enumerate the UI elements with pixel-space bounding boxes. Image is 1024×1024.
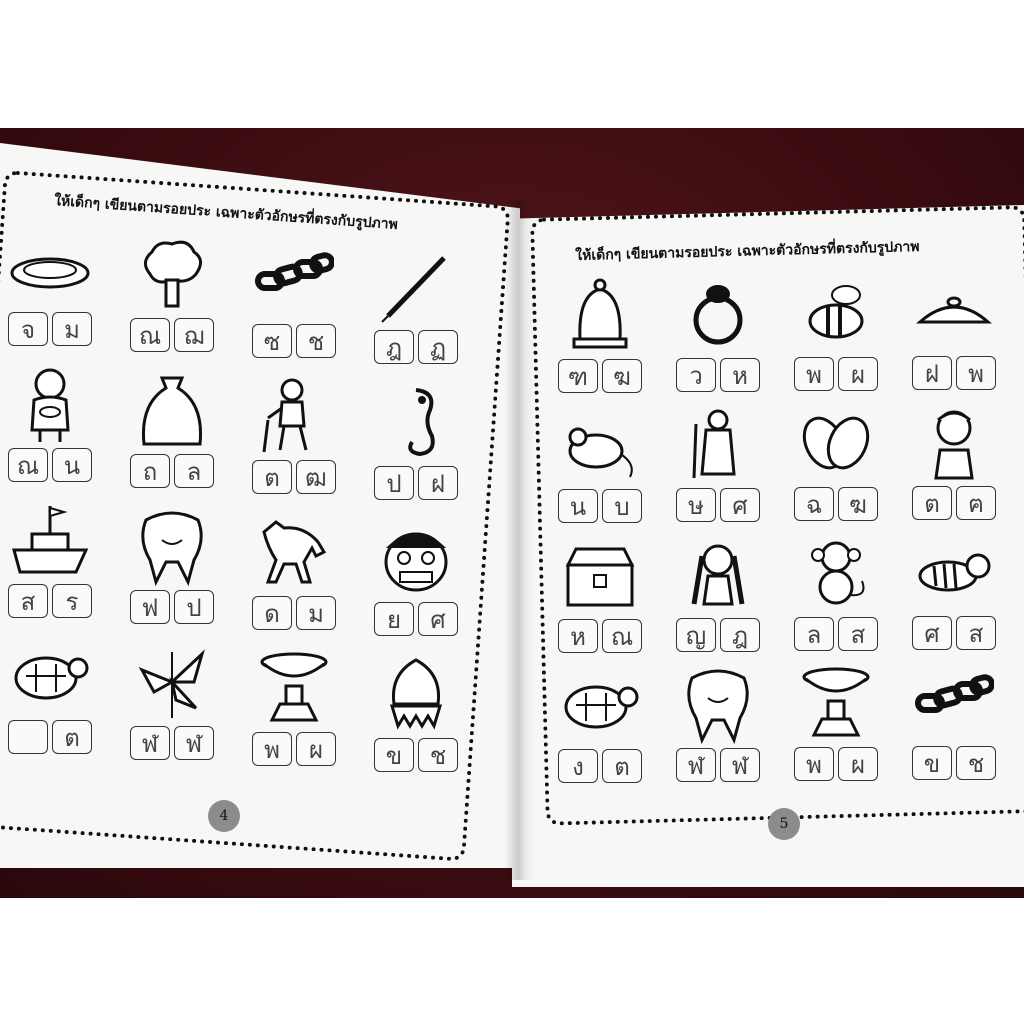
tracing-letter-box[interactable]: ณ bbox=[8, 448, 48, 482]
tracing-letter-box[interactable]: บ bbox=[602, 489, 642, 523]
old-man-icon bbox=[254, 376, 334, 456]
tracing-letter-box[interactable]: ฑ bbox=[558, 359, 598, 393]
pedestal-tray-icon bbox=[796, 663, 876, 743]
seahorse-icon bbox=[376, 382, 456, 462]
letter-choice-pair bbox=[794, 487, 878, 521]
letter-choice-pair bbox=[558, 749, 642, 783]
tracing-letter-box[interactable]: ว bbox=[676, 358, 716, 392]
tracing-letter-box[interactable]: พ bbox=[794, 747, 834, 781]
tracing-letter-box[interactable]: ฬ bbox=[676, 748, 716, 782]
egg-icon bbox=[376, 654, 456, 734]
tracing-letter-box[interactable]: ล bbox=[174, 454, 214, 488]
tracing-letter-box[interactable]: ฉ bbox=[794, 487, 834, 521]
letter-choice-pair bbox=[374, 738, 458, 772]
tracing-letter-box[interactable]: ฝ bbox=[912, 356, 952, 390]
tracing-letter-box[interactable]: ง bbox=[558, 749, 598, 783]
letter-choice-pair bbox=[130, 590, 214, 624]
letter-choice-pair bbox=[794, 617, 878, 651]
letter-choice-pair bbox=[794, 357, 878, 391]
letter-choice-pair bbox=[252, 460, 336, 494]
horse-icon bbox=[254, 512, 334, 592]
tracing-letter-box[interactable]: ถ bbox=[130, 454, 170, 488]
tracing-letter-box[interactable]: ญ bbox=[676, 618, 716, 652]
tracing-letter-box[interactable] bbox=[8, 720, 48, 754]
tracing-letter-box[interactable]: ฌ bbox=[174, 318, 214, 352]
tracing-letter-box[interactable]: ณ bbox=[130, 318, 170, 352]
chain-icon bbox=[254, 240, 334, 320]
letter-choice-pair bbox=[8, 312, 92, 346]
tracing-letter-box[interactable]: ช bbox=[956, 746, 996, 780]
tracing-letter-box[interactable]: ข bbox=[374, 738, 414, 772]
girl-icon bbox=[678, 534, 758, 614]
tracing-letter-box[interactable]: ต bbox=[912, 486, 952, 520]
tracing-letter-box[interactable]: ช bbox=[418, 738, 458, 772]
bell-icon bbox=[560, 275, 640, 355]
tooth-icon bbox=[132, 506, 212, 586]
tracing-letter-box[interactable]: จ bbox=[8, 312, 48, 346]
pen-icon bbox=[376, 246, 456, 326]
tracing-letter-box[interactable]: ฅ bbox=[956, 486, 996, 520]
letter-choice-pair bbox=[912, 616, 996, 650]
letter-choice-pair bbox=[676, 748, 760, 782]
book-gutter-shadow bbox=[505, 200, 535, 880]
tracing-letter-box[interactable]: ย bbox=[374, 602, 414, 636]
tracing-letter-box[interactable]: ช bbox=[296, 324, 336, 358]
tracing-letter-box[interactable]: ป bbox=[374, 466, 414, 500]
tracing-letter-box[interactable]: ด bbox=[252, 596, 292, 630]
chest-icon bbox=[560, 535, 640, 615]
letter-choice-pair bbox=[558, 359, 642, 393]
turtle-icon bbox=[10, 636, 90, 716]
giant-mask-icon bbox=[376, 518, 456, 598]
letter-choice-pair bbox=[912, 486, 996, 520]
tracing-letter-box[interactable]: พ bbox=[794, 357, 834, 391]
tracing-letter-box[interactable]: ต bbox=[602, 749, 642, 783]
ship-icon bbox=[10, 500, 90, 580]
tracing-letter-box[interactable]: ฎ bbox=[374, 330, 414, 364]
letter-choice-pair bbox=[676, 488, 760, 522]
letter-choice-pair bbox=[130, 726, 214, 760]
tracing-letter-box[interactable]: ล bbox=[794, 617, 834, 651]
letter-choice-pair bbox=[252, 596, 336, 630]
tracing-letter-box[interactable]: ร bbox=[52, 584, 92, 618]
ring-icon bbox=[678, 274, 758, 354]
tracing-letter-box[interactable]: ฎ bbox=[720, 618, 760, 652]
tracing-letter-box[interactable]: ษ bbox=[676, 488, 716, 522]
tracing-letter-box[interactable]: ซ bbox=[252, 324, 292, 358]
tracing-letter-box[interactable]: ส bbox=[838, 617, 878, 651]
hermit-icon bbox=[678, 404, 758, 484]
tracing-letter-box[interactable]: ศ bbox=[912, 616, 952, 650]
tracing-letter-box[interactable]: ห bbox=[558, 619, 598, 653]
tracing-letter-box[interactable]: น bbox=[558, 489, 598, 523]
monkey-icon bbox=[796, 533, 876, 613]
cymbals-icon bbox=[796, 403, 876, 483]
turtle-icon bbox=[560, 665, 640, 745]
tracing-letter-box[interactable]: ต bbox=[52, 720, 92, 754]
tree-icon bbox=[132, 234, 212, 314]
letter-choice-pair bbox=[374, 466, 458, 500]
tracing-letter-box[interactable]: ข bbox=[912, 746, 952, 780]
right-page-instruction: ให้เด็กๆ เขียนตามรอยประ เฉพาะตัวอักษรที่ตรงกับรูปภาพ bbox=[575, 238, 920, 264]
bee-icon bbox=[796, 273, 876, 353]
tracing-letter-box[interactable]: ศ bbox=[720, 488, 760, 522]
tracing-letter-box[interactable]: ฬ bbox=[130, 726, 170, 760]
letter-choice-pair bbox=[912, 746, 996, 780]
tracing-letter-box[interactable]: ฆ bbox=[602, 359, 642, 393]
lid-icon bbox=[914, 272, 994, 352]
letter-choice-pair bbox=[252, 732, 336, 766]
letter-choice-pair bbox=[130, 318, 214, 352]
tracing-letter-box[interactable]: น bbox=[52, 448, 92, 482]
tracing-letter-box[interactable]: ส bbox=[8, 584, 48, 618]
monk-icon bbox=[10, 364, 90, 444]
letter-choice-pair bbox=[8, 720, 92, 754]
letter-choice-pair bbox=[8, 448, 92, 482]
left-page-instruction: ให้เด็กๆ เขียนตามรอยประ เฉพาะตัวอักษรที่ตรงกับรูปภาพ bbox=[53, 192, 399, 233]
tracing-letter-box[interactable]: ม bbox=[296, 596, 336, 630]
mouse-icon bbox=[560, 405, 640, 485]
letter-choice-pair bbox=[676, 618, 760, 652]
tracing-letter-box[interactable]: ฏ bbox=[418, 330, 458, 364]
flag-icon bbox=[132, 642, 212, 722]
tracing-letter-box[interactable]: ป bbox=[174, 590, 214, 624]
tracing-letter-box[interactable]: ม bbox=[52, 312, 92, 346]
letter-choice-pair bbox=[374, 330, 458, 364]
tracing-letter-box[interactable]: ผ bbox=[296, 732, 336, 766]
letter-choice-pair bbox=[252, 324, 336, 358]
tracing-letter-box[interactable]: ฟ bbox=[130, 590, 170, 624]
tooth-icon bbox=[678, 664, 758, 744]
letter-choice-pair bbox=[374, 602, 458, 636]
tracing-letter-box[interactable]: ฬ bbox=[174, 726, 214, 760]
chain-icon bbox=[914, 662, 994, 742]
boy-icon bbox=[914, 402, 994, 482]
letter-choice-pair bbox=[558, 489, 642, 523]
plate-icon bbox=[10, 228, 90, 308]
letter-choice-pair bbox=[794, 747, 878, 781]
tracing-letter-box[interactable]: ฆ bbox=[838, 487, 878, 521]
letter-choice-pair bbox=[912, 356, 996, 390]
letter-choice-pair bbox=[130, 454, 214, 488]
tracing-letter-box[interactable]: ผ bbox=[838, 357, 878, 391]
sack-icon bbox=[132, 370, 212, 450]
pedestal-tray-icon bbox=[254, 648, 334, 728]
tiger-icon bbox=[914, 532, 994, 612]
tracing-letter-box[interactable]: ผ bbox=[838, 747, 878, 781]
tracing-letter-box[interactable]: พ bbox=[252, 732, 292, 766]
tracing-letter-box[interactable]: ฒ bbox=[296, 460, 336, 494]
letter-choice-pair bbox=[558, 619, 642, 653]
tracing-letter-box[interactable]: ห bbox=[720, 358, 760, 392]
tracing-letter-box[interactable]: ฝ bbox=[418, 466, 458, 500]
tracing-letter-box[interactable]: พ bbox=[956, 356, 996, 390]
letter-choice-pair bbox=[8, 584, 92, 618]
tracing-letter-box[interactable]: ฬ bbox=[720, 748, 760, 782]
tracing-letter-box[interactable]: ศ bbox=[418, 602, 458, 636]
right-page-number: 5 bbox=[768, 808, 800, 840]
tracing-letter-box[interactable]: ส bbox=[956, 616, 996, 650]
letter-choice-pair bbox=[676, 358, 760, 392]
left-page-number: 4 bbox=[208, 800, 240, 832]
tracing-letter-box[interactable]: ณ bbox=[602, 619, 642, 653]
tracing-letter-box[interactable]: ต bbox=[252, 460, 292, 494]
